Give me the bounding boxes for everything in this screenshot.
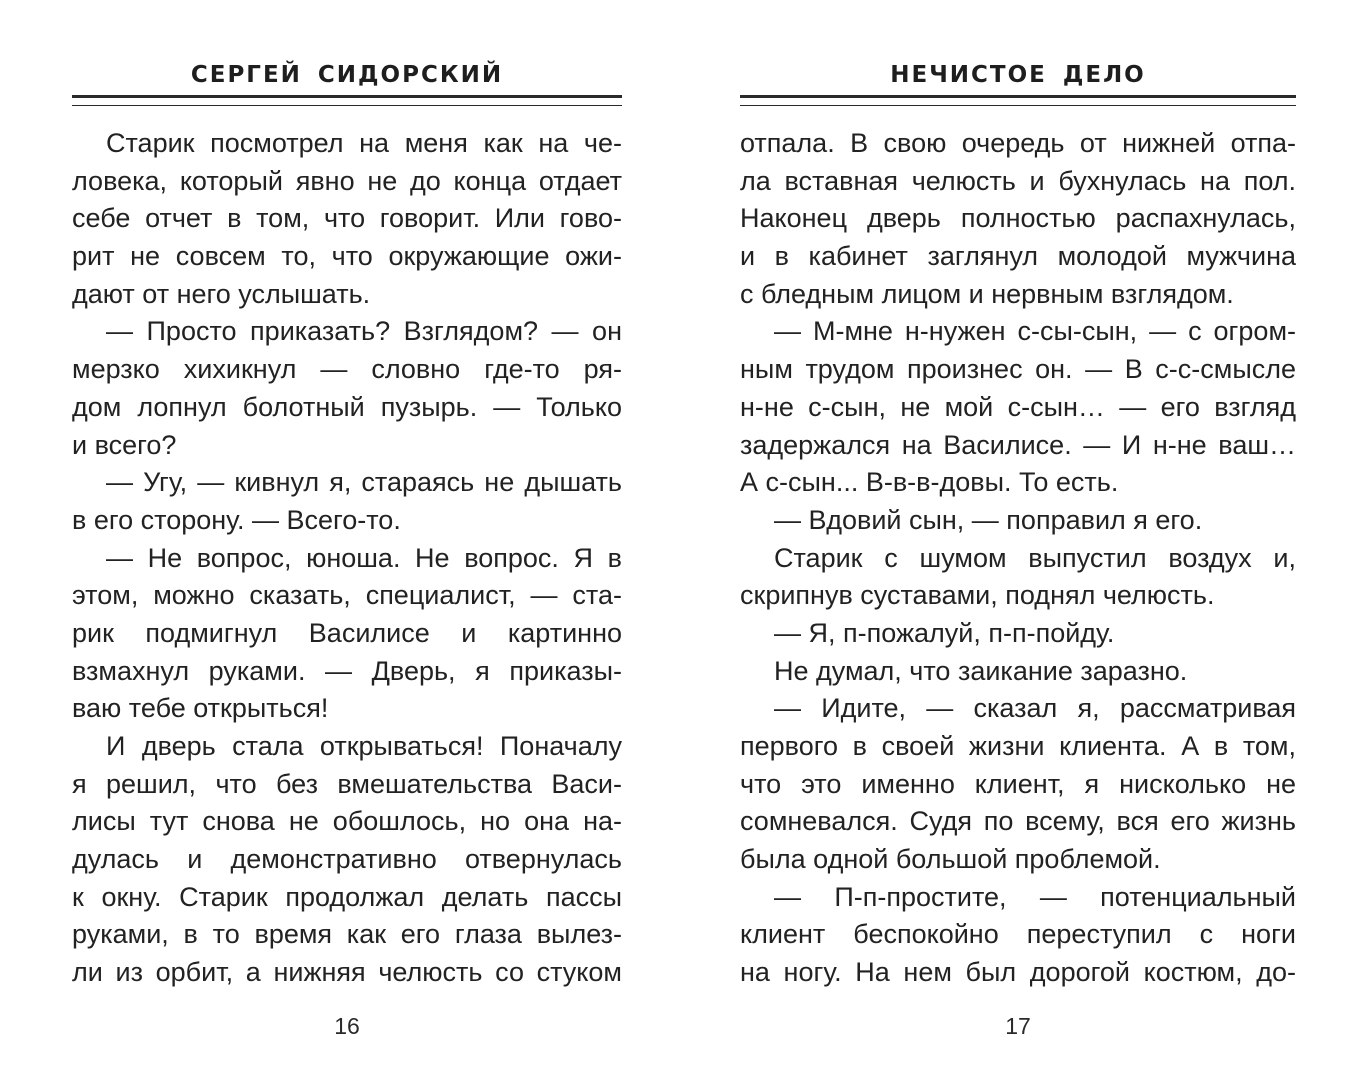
text-line: этом, можно сказать, специалист, — ста- — [72, 580, 622, 611]
running-head-author: СЕРГЕЙ СИДОРСКИЙ — [190, 62, 504, 88]
text-line: рит не совсем то, что окружающие ожи- — [72, 241, 622, 272]
running-head-title: НЕЧИСТОЕ ДЕЛО — [890, 62, 1146, 88]
text-line: — М-мне н-нужен с-сы-сын, — с огром- — [774, 316, 1296, 347]
text-line: Наконец дверь полностью распахнулась, — [740, 203, 1296, 234]
text-line: И дверь стала открываться! Поначалу — [106, 731, 622, 761]
text-line: Старик с шумом выпустил воздух и, — [774, 542, 1296, 573]
text-line: клиент беспокойно переступил с ноги — [740, 919, 1296, 950]
text-line: ли из орбит, а нижняя челюсть со стуком — [72, 957, 622, 988]
text-line: я решил, что без вмешательства Васи- — [72, 768, 622, 799]
text-line: дулась и демонстративно отвернулась — [72, 844, 622, 875]
page-number: 16 — [334, 1013, 360, 1039]
text-line: и всего? — [72, 429, 177, 460]
header-rule — [740, 95, 1296, 106]
text-line: что это именно клиент, я нисколько не — [740, 768, 1296, 799]
text-line: скрипнув суставами, поднял челюсть. — [740, 580, 1215, 611]
text-line: — Не вопрос, юноша. Не вопрос. Я в — [106, 542, 622, 573]
text-line: ным трудом произнес он. — В с-с-смысле — [740, 354, 1296, 385]
text-line: ловека, который явно не до конца отдает — [72, 165, 622, 196]
text-line: руками, в то время как его глаза вылез- — [72, 919, 622, 950]
text-line: лисы тут снова не обошлось, но она на- — [72, 806, 622, 837]
body-text — [72, 125, 622, 992]
text-line: — Просто приказать? Взглядом? — он — [106, 316, 622, 347]
text-line: — Вдовий сын, — поправил я его. — [774, 504, 1203, 535]
text-line: — П-п-простите, — потенциальный — [774, 881, 1296, 912]
text-line: взмахнул руками. — Дверь, я приказы- — [72, 655, 622, 686]
text-line: себе отчет в том, что говорит. Или гово- — [72, 203, 622, 234]
right-page — [740, 0, 1296, 1080]
page-number: 17 — [1005, 1013, 1031, 1039]
text-line: к окну. Старик продолжал делать пассы — [72, 881, 622, 912]
text-line: мерзко хихикнул — словно где-то ря- — [72, 354, 622, 385]
header-rule — [72, 95, 622, 106]
text-line: сомневался. Судя по всему, вся его жизнь — [740, 806, 1296, 837]
text-line: дом лопнул болотный пузырь. — Только — [72, 391, 622, 422]
text-line: — Идите, — сказал я, рассматривая — [774, 693, 1296, 724]
text-line: отпала. В свою очередь от нижней отпа- — [740, 128, 1296, 158]
text-line: дают от него услышать. — [72, 278, 371, 309]
text-line: рик подмигнул Василисе и картинно — [72, 617, 622, 648]
text-line: ваю тебе открыться! — [72, 693, 329, 724]
text-line: первого в своей жизни клиента. А в том, — [740, 731, 1296, 761]
text-line: — Я, п-пожалуй, п-п-пойду. — [774, 617, 1115, 648]
text-line: Старик посмотрел на меня как на че- — [106, 128, 622, 158]
text-line: н-не с-сын, не мой с-сын… — его взгляд — [740, 391, 1296, 422]
text-line: задержался на Василисе. — И н-не ваш… — [740, 429, 1296, 460]
left-page — [72, 0, 622, 1080]
text-line: в его сторону. — Всего-то. — [72, 504, 401, 535]
text-line: Не думал, что заикание заразно. — [774, 655, 1188, 686]
body-text — [740, 125, 1296, 992]
text-line: и в кабинет заглянул молодой мужчина — [740, 241, 1296, 272]
text-line: ла вставная челюсть и бухнулась на пол. — [740, 165, 1296, 196]
text-line: с бледным лицом и нервным взглядом. — [740, 278, 1234, 309]
text-line: была одной большой проблемой. — [740, 844, 1161, 875]
text-line: на ногу. На нем был дорогой костюм, до- — [740, 957, 1296, 988]
text-line: А с-сын... В-в-в-довы. То есть. — [740, 467, 1119, 498]
text-line: — Угу, — кивнул я, стараясь не дышать — [106, 467, 622, 498]
